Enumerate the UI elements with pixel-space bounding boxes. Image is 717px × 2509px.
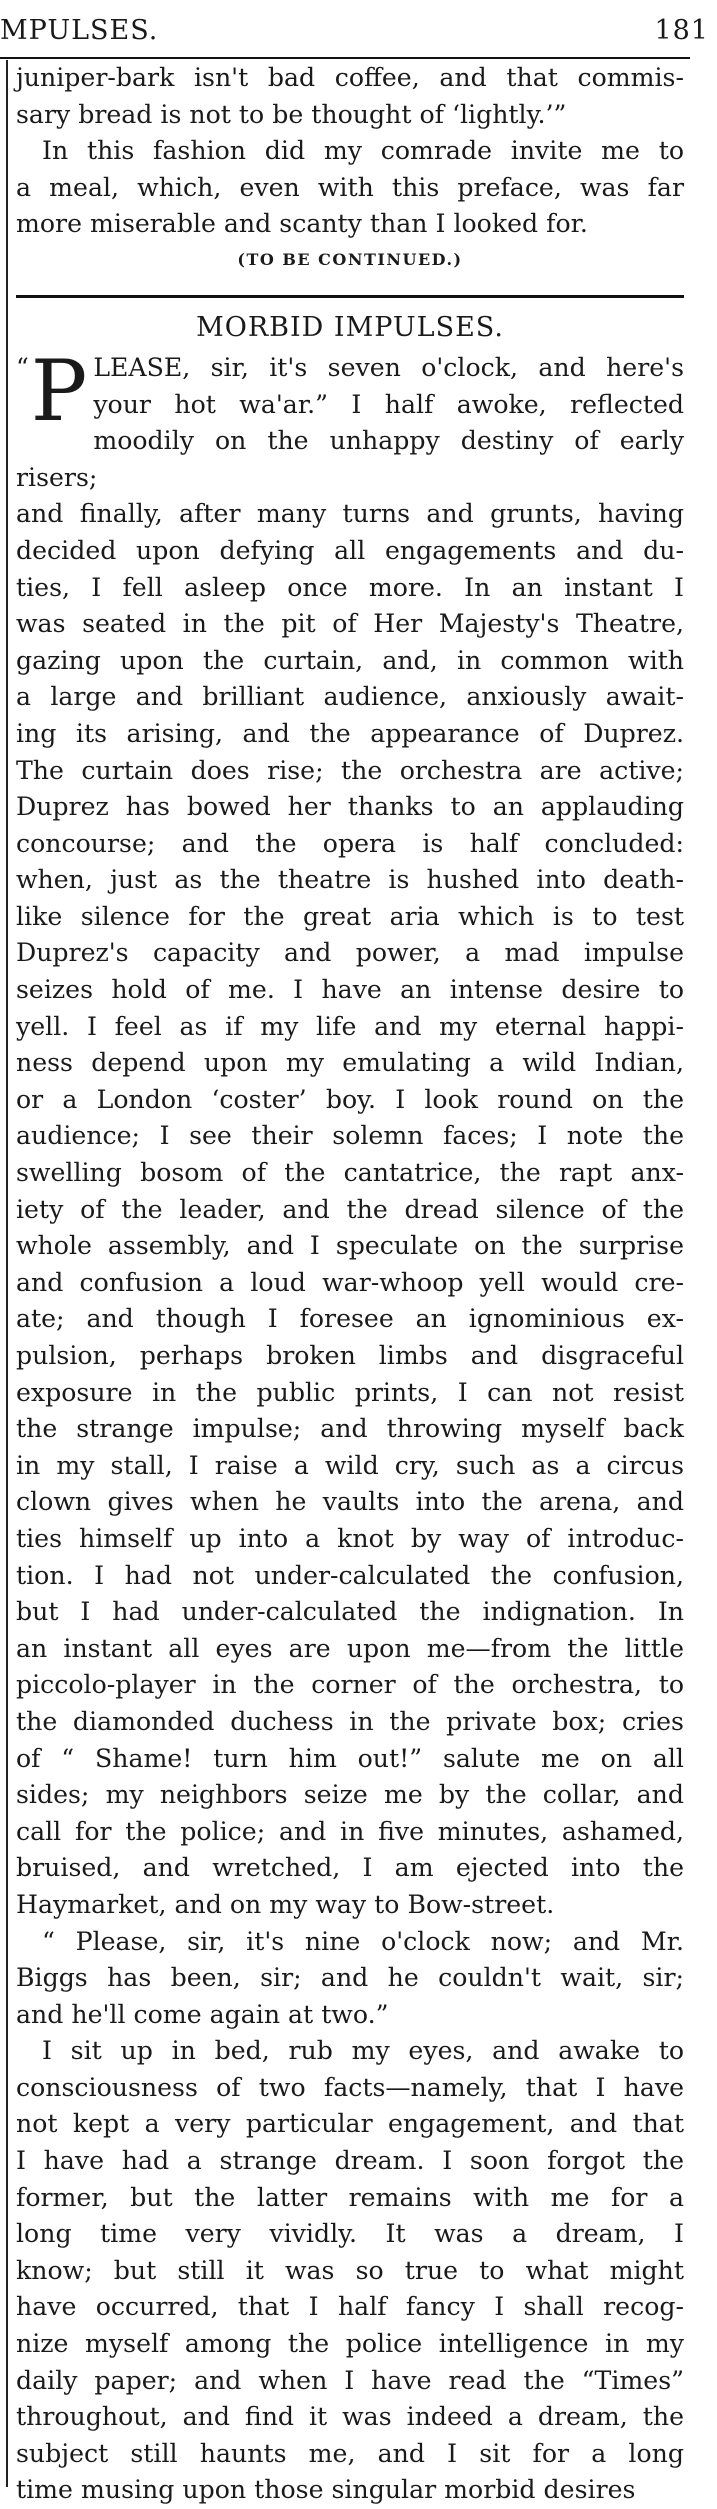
- text-line: concourse; and the opera is half concluded:: [16, 828, 684, 858]
- text-line: decided upon defying all engagements and du-: [16, 535, 684, 565]
- text-line: not kept a very particular engagement, and that: [16, 2109, 684, 2139]
- paragraph-dream: [16, 423, 684, 1923]
- text-line: ties himself up into a knot by way of introduc-: [16, 1523, 684, 1553]
- text-line: subject still haunts me, and I sit for a long: [16, 2438, 684, 2468]
- text-line: ness depend upon my emulating a wild Indian,: [16, 1048, 684, 1078]
- text-line: like silence for the great aria which is to test: [16, 901, 684, 931]
- text-line: Duprez's capacity and power, a mad impulse: [16, 938, 684, 968]
- text-line: ing its arising, and the appearance of Duprez.: [16, 718, 684, 748]
- text-line: audience; I see their solemn faces; I note the: [16, 1121, 684, 1151]
- text-line: sides; my neighbors seize me by the collar, and: [16, 1780, 684, 1810]
- drop-cap: P: [30, 341, 88, 440]
- page-number: 181: [654, 15, 709, 46]
- text-line: Haymarket, and on my way to Bow-street.: [16, 1889, 555, 1919]
- continued-note: (TO BE CONTINUED.): [237, 249, 463, 269]
- text-line: gazing upon the curtain, and, in common with: [16, 645, 684, 675]
- text-line: in my stall, I raise a wild cry, such as a circus: [16, 1450, 684, 1480]
- article-divider: [16, 295, 684, 298]
- text-line: was seated in the pit of Her Majesty's Theatre,: [16, 609, 684, 639]
- text-line: and confusion a loud war-whoop yell would cre-: [16, 1267, 684, 1297]
- header-rule: [0, 57, 690, 59]
- column-rule: [6, 60, 8, 2487]
- previous-article-ending: [16, 60, 684, 277]
- text-line: have occurred, that I half fancy I shall recog-: [16, 2292, 684, 2322]
- text-line: ties, I fell asleep once more. In an instant I: [16, 572, 684, 602]
- text-line: a meal, which, even with this preface, was far: [16, 172, 684, 202]
- text-line: “ Please, sir, it's nine o'clock now; and Mr.: [42, 1926, 684, 1956]
- text-line: sary bread is not to be thought of ‘lightly.’”: [16, 99, 567, 129]
- paragraph-waking: [16, 2033, 684, 2509]
- text-line: clown gives when he vaults into the arena, and: [16, 1487, 684, 1517]
- text-line: and he'll come again at two.”: [16, 1999, 389, 2029]
- text-line: bruised, and wretched, I am ejected into the: [16, 1853, 684, 1883]
- text-line: the diamonded duchess in the private box; cries: [16, 1706, 684, 1736]
- text-line: the strange impulse; and throwing myself back: [16, 1414, 684, 1444]
- text-line: long time very vividly. It was a dream, I: [16, 2219, 684, 2249]
- text-line: and finally, after many turns and grunts, having: [16, 499, 684, 529]
- text-line: piccolo-player in the corner of the orchestra, to: [16, 1670, 684, 1700]
- running-title: MPULSES.: [0, 15, 159, 46]
- text-line: know; but still it was so true to what might: [16, 2255, 684, 2285]
- text-line: consciousness of two facts—namely, that I have: [16, 2072, 684, 2102]
- text-line: time musing upon those singular morbid desires: [16, 2475, 636, 2505]
- text-line: juniper-bark isn't bad coffee, and that commis-: [16, 63, 684, 92]
- paragraph-servant: [16, 1924, 684, 2034]
- text-line: of “ Shame! turn him out!” salute me on all: [16, 1743, 684, 1773]
- text-line: moodily on the unhappy destiny of early risers;: [16, 426, 684, 492]
- text-line: your hot wa'ar.” I half awoke, reflected: [93, 389, 684, 419]
- text-line: whole assembly, and I speculate on the surprise: [16, 1231, 684, 1261]
- text-line: more miserable and scanty than I looked for.: [16, 209, 588, 239]
- text-line: I sit up in bed, rub my eyes, and awake to: [42, 2036, 684, 2066]
- text-line: when, just as the theatre is hushed into death-: [16, 865, 684, 895]
- text-line: LEASE, sir, it's seven o'clock, and here's: [93, 352, 684, 382]
- text-line: or a London ‘coster’ boy. I look round on the: [16, 1084, 684, 1114]
- article-title: MORBID IMPULSES.: [196, 311, 504, 343]
- text-line: an instant all eyes are upon me—from the little: [16, 1633, 684, 1663]
- text-line: I have had a strange dream. I soon forgot the: [16, 2146, 684, 2176]
- text-line: exposure in the public prints, I can not resist: [16, 1377, 684, 1407]
- text-line: nize myself among the police intelligence in my: [16, 2329, 684, 2359]
- text-line: seizes hold of me. I have an intense desire to: [16, 975, 684, 1005]
- text-line: Biggs has been, sir; and he couldn't wait, sir;: [16, 1963, 684, 1993]
- text-line: The curtain does rise; the orchestra are active;: [16, 755, 684, 785]
- running-head: [0, 0, 717, 62]
- text-line: iety of the leader, and the dread silence of the: [16, 1194, 684, 1224]
- text-line: but I had under-calculated the indignation. In: [16, 1597, 684, 1627]
- article-opening: [16, 341, 684, 440]
- text-line: yell. I feel as if my life and my eternal happi-: [16, 1011, 684, 1041]
- text-line: call for the police; and in five minutes, ashamed,: [16, 1816, 684, 1846]
- text-line: pulsion, perhaps broken limbs and disgraceful: [16, 1341, 684, 1370]
- text-line: a large and brilliant audience, anxiously await-: [16, 682, 684, 712]
- text-line: daily paper; and when I have read the “Times”: [16, 2365, 684, 2395]
- text-line: Duprez has bowed her thanks to an applauding: [16, 792, 684, 822]
- text-line: swelling bosom of the cantatrice, the rapt anx-: [16, 1158, 684, 1188]
- text-line: throughout, and find it was indeed a dream, the: [16, 2402, 684, 2432]
- text-line: tion. I had not under-calculated the confusion,: [16, 1560, 684, 1590]
- text-line: former, but the latter remains with me for a: [16, 2182, 684, 2212]
- text-line: ate; and though I foresee an ignominious ex-: [16, 1304, 684, 1334]
- text-line: In this fashion did my comrade invite me to: [42, 136, 684, 166]
- opening-quote: “: [16, 352, 29, 382]
- text-column: [16, 60, 684, 2509]
